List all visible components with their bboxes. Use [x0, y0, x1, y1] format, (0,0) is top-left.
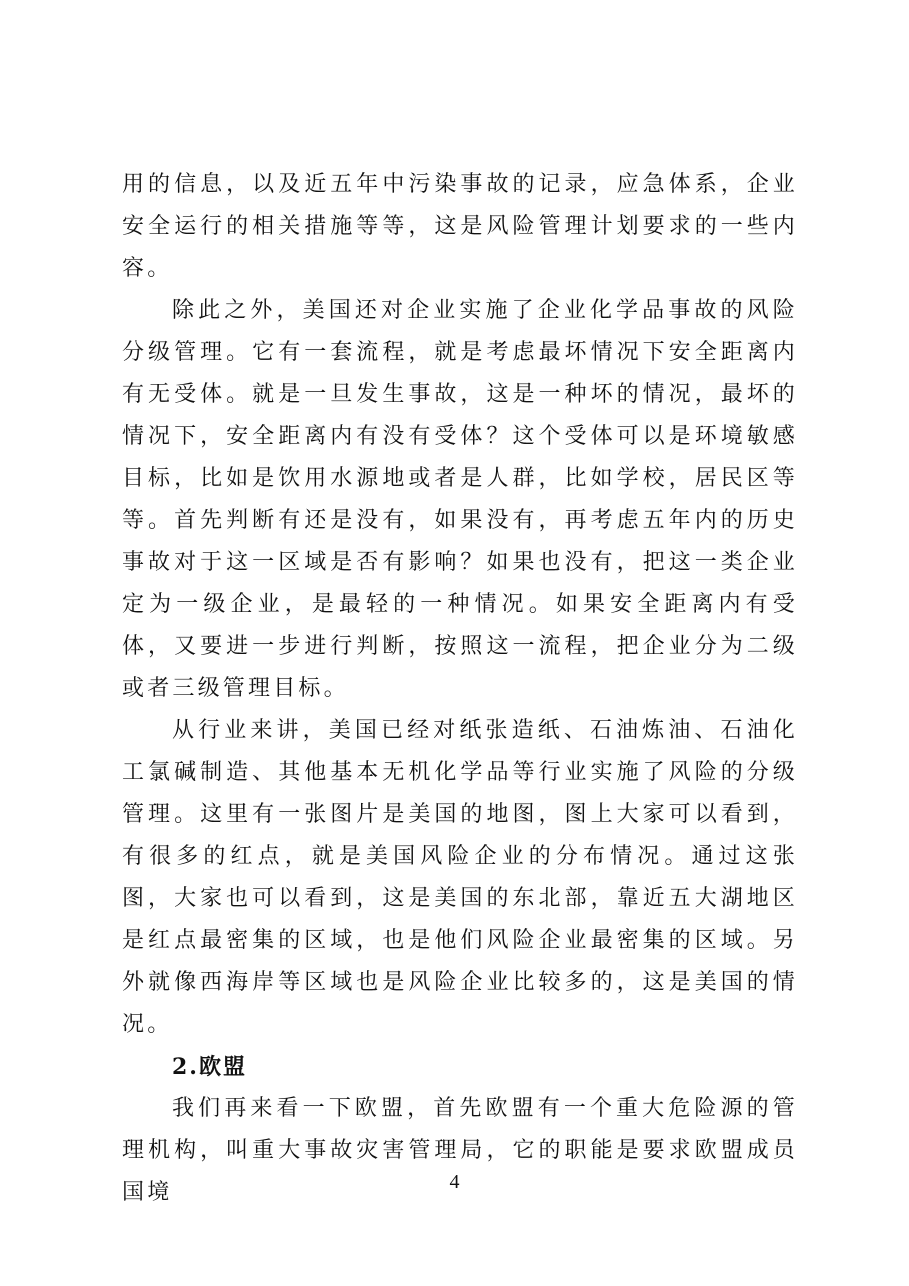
paragraph-industry: 从行业来讲，美国已经对纸张造纸、石油炼油、石油化工氯碱制造、其他基本无机化学品等行业实施了风险的分级管理。这里有一张图片是美国的地图，图上大家可以看到，有很多的红点，就是美国风险企业的分布情况。通过这张图，大家也可以看到，这是美国的东北部，靠近五大湖地区是红点最密集的区域，也是他们风险企业最密集的区域。另外就像西海岸等区域也是风险企业比较多的，这是美国的情况。 — [122, 718, 798, 1037]
section-heading-eu: 2.欧盟 — [172, 1054, 247, 1080]
paragraph-risk-classification: 除此之外，美国还对企业实施了企业化学品事故的风险分级管理。它有一套流程，就是考虑最坏情况下安全距离内有无受体。就是一旦发生事故，这是一种坏的情况，最坏的情况下，安全距离内有没有受体？这个受体可以是环境敏感目标，比如是饮用水源地或者是人群，比如学校，居民区等等。首先判断有还是没有，如果没有，再考虑五年内的历史事故对于这一区域是否有影响？如果也没有，把这一类企业定为一级企业，是最轻的一种情况。如果安全距离内有受体，又要进一步进行判断，按照这一流程，把企业分为二级或者三级管理目标。 — [122, 298, 798, 701]
page-body — [122, 164, 798, 1214]
page-number: 4 — [449, 1171, 460, 1193]
paragraph-continued: 用的信息，以及近五年中污染事故的记录，应急体系，企业安全运行的相关措施等等，这是风险管理计划要求的一些内容。 — [122, 172, 798, 281]
paragraph-eu: 我们再来看一下欧盟，首先欧盟有一个重大危险源的管理机构，叫重大事故灾害管理局，它的职能是要求欧盟成员国境 — [122, 1096, 798, 1205]
